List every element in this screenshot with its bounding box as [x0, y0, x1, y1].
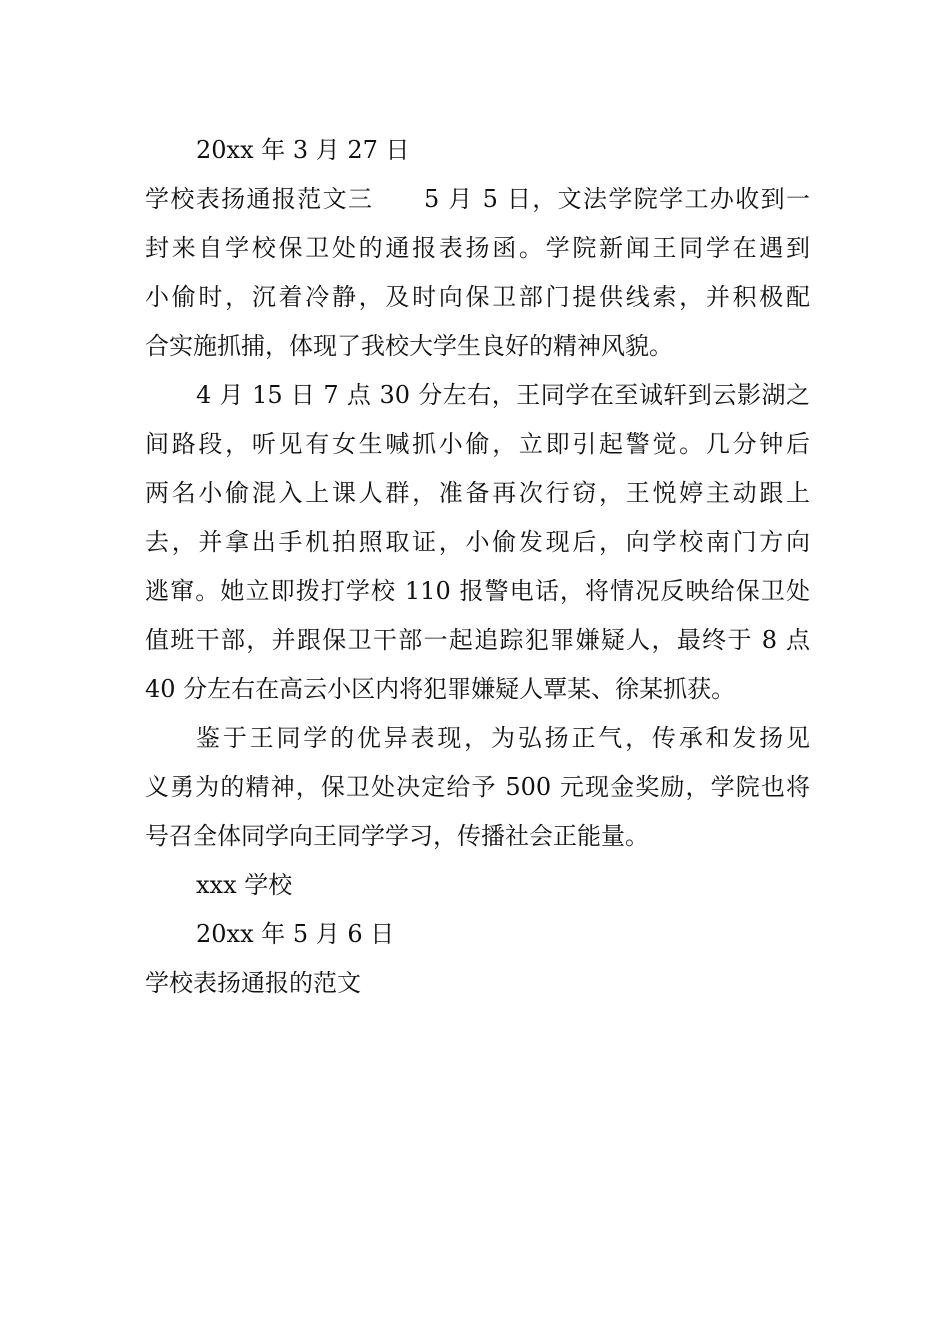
paragraph-line: 去，并拿出手机拍照取证，小偷发现后，向学校南门方向 — [145, 528, 810, 556]
signature-date: 20xx 年 5 月 6 日 — [196, 920, 395, 948]
paragraph-line: 鉴于王同学的优异表现，为弘扬正气，传承和发扬见 — [196, 724, 810, 752]
paragraph-line: 40 分左右在高云小区内将犯罪嫌疑人覃某、徐某抓获。 — [145, 675, 736, 703]
paragraph-line: 逃窜。她立即拨打学校 110 报警电话，将情况反映给保卫处 — [145, 577, 810, 605]
signature-school: xxx 学校 — [196, 871, 293, 899]
paragraph-line: 义勇为的精神，保卫处决定给予 500 元现金奖励，学院也将 — [145, 773, 810, 801]
date-line: 20xx 年 3 月 27 日 — [196, 136, 410, 164]
paragraph-line: 两名小偷混入上课人群，准备再次行窃，王悦婷主动跟上 — [145, 479, 810, 507]
paragraph-line: 间路段，听见有女生喊抓小偷，立即引起警觉。几分钟后 — [145, 430, 810, 458]
paragraph-line: 合实施抓捕，体现了我校大学生良好的精神风貌。 — [145, 332, 673, 360]
paragraph-line: 小偷时，沉着冷静，及时向保卫部门提供线索，并积极配 — [145, 283, 810, 311]
section-heading: 学校表扬通报的范文 — [145, 969, 361, 997]
paragraph-line: 封来自学校保卫处的通报表扬函。学院新闻王同学在遇到 — [145, 234, 810, 262]
paragraph-line: 学校表扬通报范文三 5 月 5 日，文法学院学工办收到一 — [145, 185, 810, 213]
paragraph-line: 4 月 15 日 7 点 30 分左右，王同学在至诚轩到云影湖之 — [196, 381, 810, 409]
paragraph-line: 号召全体同学向王同学学习，传播社会正能量。 — [145, 822, 649, 850]
paragraph-line: 值班干部，并跟保卫干部一起追踪犯罪嫌疑人，最终于 8 点 — [145, 626, 810, 654]
